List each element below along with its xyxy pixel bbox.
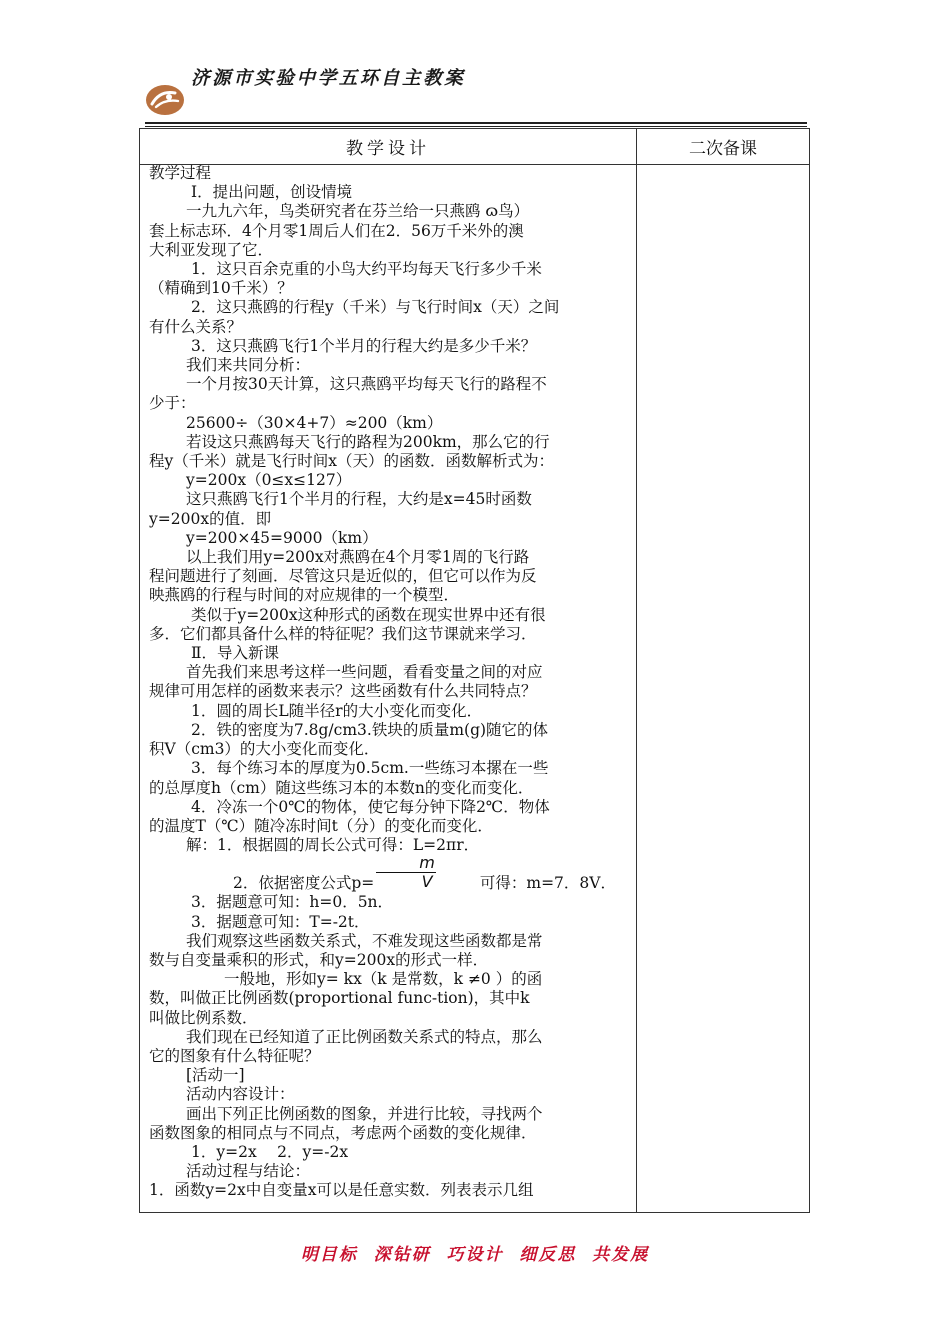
question-line: （精确到10千米）？ [149, 279, 293, 298]
activity-heading: [活动一] [186, 1066, 245, 1085]
paragraph-line: y=200x的值．即 [149, 509, 272, 528]
question-line: 3．每个练习本的厚度为0.5cm.一些练习本摞在一些 [191, 759, 549, 778]
paragraph-line: 一个月按30天计算，这只燕鸥平均每天飞行的路程不 [186, 375, 547, 394]
paragraph-line: 若设这只燕鸥每天飞行的路程为200km，那么它的行 [186, 432, 550, 451]
paragraph-line: 规律可用怎样的函数来表示？这些函数有什么共同特点？ [149, 682, 537, 701]
school-logo-icon [145, 82, 185, 116]
lesson-content [149, 164, 631, 1212]
activity-line: 1．函数y=2x中自变量x可以是任意实数．列表表示几组 [149, 1181, 534, 1200]
paragraph-line: 程y（千米）就是飞行时间x（天）的函数．函数解析式为： [149, 452, 554, 471]
question-line: 3．这只燕鸥飞行1个半月的行程大约是多少千米？ [191, 336, 537, 355]
question-line: 2．这只燕鸥的行程y（千米）与飞行时间x（天）之间 [191, 298, 560, 317]
activity-line: 活动内容设计： [186, 1085, 295, 1104]
paragraph-line: 首先我们来思考这样一些问题，看看变量之间的对应 [186, 663, 543, 682]
activity-line: 1．y=2x 2．y=-2x [191, 1142, 349, 1161]
section-heading: 教学过程 [149, 164, 212, 182]
formula-line: 25600÷（30×4+7）≈200（km） [186, 413, 443, 432]
formula-line: y=200×45=9000（km） [186, 528, 378, 547]
solution-line: 3．据题意可知：h=0．5n． [191, 893, 394, 912]
header-rule-thick [145, 122, 807, 124]
question-line: 2．铁的密度为7.8g/cm3.铁块的质量m(g)随它的体 [191, 720, 549, 739]
paragraph-line: 程问题进行了刻画．尽管这只是近似的，但它可以作为反 [149, 567, 537, 586]
paragraph-line: 大利亚发现了它． [149, 240, 274, 259]
paragraph-line: 以上我们用y=200x对燕鸥在4个月零1周的飞行路 [186, 548, 530, 567]
paragraph-line: 少于： [149, 394, 196, 413]
question-line: 1．圆的周长L随半径r的大小变化而变化． [191, 701, 483, 720]
paragraph-line: 数与自变量乘积的形式，和y=200x的形式一样． [149, 950, 489, 969]
column-divider [636, 128, 637, 1213]
definition-line: 一般地，形如y= kx（k 是常数，k ≠0 ）的函 [224, 970, 543, 989]
fraction-numerator: m [376, 854, 436, 873]
solution-text: 可得：m=7．8V． [479, 874, 616, 893]
question-line: 1．这只百余克重的小鸟大约平均每天飞行多少千米 [191, 260, 542, 279]
activity-line: 画出下列正比例函数的图象，并进行比较，寻找两个 [186, 1104, 543, 1123]
footer-slogan: 明目标 深钻研 巧设计 细反思 共发展 [300, 1245, 650, 1265]
fraction-denominator: V [421, 872, 433, 892]
column-header-secondary-prep: 二次备课 [689, 139, 757, 159]
paragraph-line: 我们来共同分析： [186, 356, 311, 375]
definition-line: 叫做比例系数． [149, 1008, 258, 1027]
solution-line: 解：1．根据圆的周长公式可得：L=2πr． [186, 836, 480, 855]
activity-line: 函数图象的相同点与不同点，考虑两个函数的变化规律． [149, 1123, 537, 1142]
paragraph-line: 多．它们都具备什么样的特征呢？我们这节课就来学习． [149, 624, 537, 643]
solution-text: 2．依据密度公式p= [233, 874, 375, 893]
paragraph-line: 类似于y=200x这种形式的函数在现实世界中还有很 [191, 605, 546, 624]
question-line: 积V（cm3）的大小变化而变化． [149, 740, 380, 759]
solution-line: 3．据题意可知：T=-2t． [191, 912, 370, 931]
paragraph-line: 它的图象有什么特征呢？ [149, 1046, 320, 1065]
question-line: 的温度T（℃）随冷冻时间t（分）的变化而变化． [149, 816, 493, 835]
paragraph-line: 我们观察这些函数关系式，不难发现这些函数都是常 [186, 931, 543, 950]
column-header-teaching-design: 教学设计 [346, 139, 430, 159]
header-rule-thin [145, 126, 807, 127]
subsection-heading: Ⅰ．提出问题，创设情境 [191, 183, 353, 202]
paragraph-line: 我们现在已经知道了正比例函数关系式的特点，那么 [186, 1027, 543, 1046]
paragraph-line: 套上标志环．4个月零1周后人们在2．56万千米外的澳 [149, 221, 524, 240]
fraction-m-over-v [376, 854, 436, 891]
school-title: 济源市实验中学五环自主教案 [191, 68, 466, 89]
paragraph-line: 这只燕鸥飞行1个半月的行程，大约是x=45时函数 [186, 490, 532, 509]
question-line: 4．冷冻一个0℃的物体，使它每分钟下降2℃．物体 [191, 797, 550, 816]
solution-line-density [149, 855, 631, 893]
question-line: 的总厚度h（cm）随这些练习本的本数n的变化而变化． [149, 778, 534, 797]
subsection-heading: Ⅱ．导入新课 [191, 644, 280, 663]
paragraph-line: 一九九六年，鸟类研究者在芬兰给一只燕鸥 ɷ鸟） [186, 202, 530, 221]
activity-line: 活动过程与结论： [186, 1162, 311, 1181]
paragraph-line: 映燕鸥的行程与时间的对应规律的一个模型． [149, 586, 460, 605]
formula-line: y=200x（0≤x≤127） [186, 471, 352, 490]
question-line: 有什么关系？ [149, 317, 243, 336]
definition-line: 数，叫做正比例函数(proportional func-tion)，其中k [149, 989, 530, 1008]
